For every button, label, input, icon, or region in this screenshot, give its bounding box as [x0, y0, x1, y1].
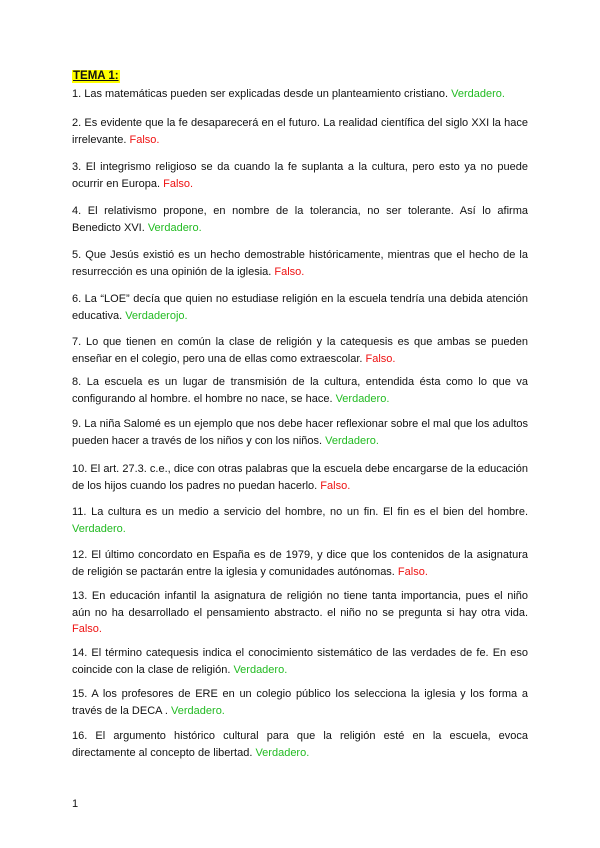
question-text: 12. El último concordato en España es de 1979, y dice que los contenidos de la asignatura de religión se pactarán entre la iglesia y comunidades autónomas. — [72, 549, 528, 578]
question-text: 1. Las matemáticas pueden ser explicadas desde un planteamiento cristiano. — [72, 88, 452, 100]
section-heading: TEMA 1: — [73, 70, 119, 82]
question-3 — [72, 159, 528, 192]
answer-false: Falso. — [274, 265, 305, 278]
question-text: 4. El relativismo propone, en nombre de la tolerancia, no ser tolerante. Así lo afirma Benedicto XVI. — [72, 205, 528, 234]
question-12 — [72, 547, 528, 580]
page-number: 1 — [72, 798, 79, 810]
answer-true: Verdadero. — [451, 88, 505, 100]
answer-false: Falso. — [320, 479, 351, 492]
question-15 — [72, 686, 528, 719]
question-text: 9. La niña Salomé es un ejemplo que nos debe hacer reflexionar sobre el mal que los adultos pueden hacer a través de los niños y con los niños. — [72, 418, 528, 447]
question-text: 6. La “LOE” decía que quien no estudiase religión en la escuela tendría una debida atención educativa. — [72, 293, 528, 322]
question-text: 11. La cultura es un medio a servicio del hombre, no un fin. El fin es el bien del hombre. — [72, 506, 528, 518]
question-text: 7. Lo que tienen en común la clase de religión y la catequesis es que ambas se pueden enseñar en el colegio, pero una de ellas como extraescolar. — [72, 336, 528, 365]
question-text: 2. Es evidente que la fe desaparecerá en el futuro. La realidad científica del siglo XXI la hace irrelevante. — [72, 117, 528, 146]
answer-false: Falso. — [72, 623, 102, 635]
question-text: 13. En educación infantil la asignatura de religión no tiene tanta importancia, pues el niño aún no ha desarrollado el pensamiento abstracto. el niño no se pregunta si hay otra vida. — [72, 590, 528, 619]
question-2 — [72, 115, 528, 148]
answer-false: Falso. — [163, 177, 194, 190]
answer-true: Verdadero. — [171, 704, 225, 717]
question-9 — [72, 416, 528, 449]
question-text: 8. La escuela es un lugar de transmisión de la cultura, entendida ésta como lo que va configurando al hombre. el hombre no nace, se hace. — [72, 376, 528, 405]
answer-true: Verdadero. — [255, 746, 310, 759]
question-text: 5. Que Jesús existió es un hecho demostrable históricamente, mientras que el hecho de la resurrección es una opinión de la iglesia. — [72, 249, 528, 278]
question-8 — [72, 374, 528, 407]
answer-true: Verdadero. — [72, 522, 126, 535]
answer-true: Verdadero. — [335, 392, 390, 405]
question-6 — [72, 291, 528, 324]
question-16 — [72, 728, 528, 761]
answer-true: Verdadero. — [147, 221, 202, 234]
question-text: 15. A los profesores de ERE en un colegio público los selecciona la iglesia y los forma a través de la DECA . — [72, 688, 528, 717]
question-13 — [72, 588, 528, 638]
question-5 — [72, 247, 528, 280]
answer-false: Falso. — [397, 565, 428, 578]
answer-true: Verdaderojo. — [125, 309, 188, 322]
question-text: 16. El argumento histórico cultural para que la religión esté en la escuela, evoca directamente al concepto de libertad. — [72, 730, 528, 759]
answer-false: Falso. — [365, 352, 396, 365]
question-10 — [72, 461, 528, 494]
answer-false: Falso. — [129, 133, 160, 146]
question-text: 10. El art. 27.3. c.e., dice con otras palabras que la escuela debe encargarse de la educación de los hijos cuando los padres no puedan hacerlo. — [72, 463, 528, 492]
question-14 — [72, 645, 528, 678]
question-1 — [72, 86, 528, 103]
question-4 — [72, 203, 528, 236]
question-text: 3. El integrismo religioso se da cuando la fe suplanta a la cultura, pero esto ya no puede ocurrir en Europa. — [72, 161, 528, 190]
question-7 — [72, 334, 528, 367]
answer-true: Verdadero. — [325, 434, 379, 447]
question-text: 14. El término catequesis indica el conocimiento sistemático de las verdades de fe. En eso coincide con la clase de religión. — [72, 647, 528, 676]
answer-true: Verdadero. — [233, 663, 288, 676]
question-11 — [72, 504, 528, 537]
